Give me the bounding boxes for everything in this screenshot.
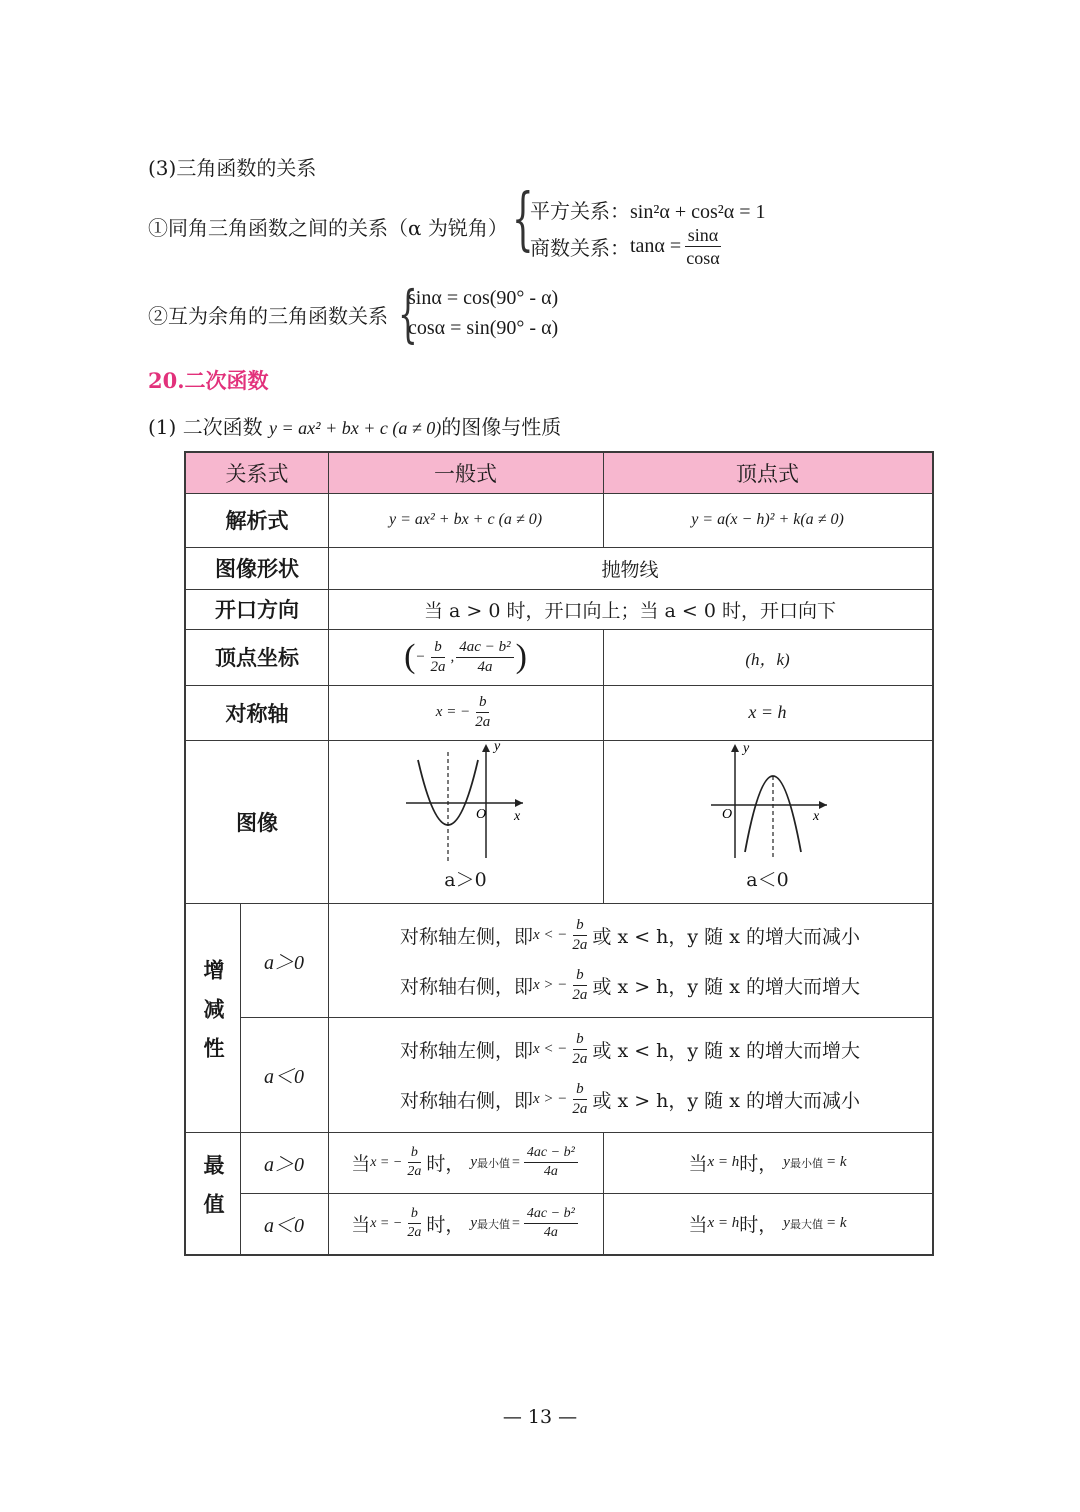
ext-pos-vertex-sub: 最小值	[789, 1156, 823, 1170]
ext-neg-general-num: b	[408, 1207, 421, 1224]
ext-neg-general	[328, 1193, 603, 1254]
row-extreme-label-text: 最值	[201, 1154, 226, 1232]
ext-pos-vertex-mid: 时，	[739, 1153, 778, 1175]
x-label: x	[514, 809, 521, 824]
ext-pos-general-sub: 最小值	[477, 1156, 511, 1170]
row-axis-label	[186, 685, 328, 740]
ext-neg-vertex	[603, 1193, 932, 1254]
caption-up: a＞0	[444, 869, 487, 891]
grid-h	[186, 685, 932, 686]
mono-neg-cond	[240, 1017, 328, 1132]
y-arrow-2	[731, 744, 739, 752]
vertex-frac-y-num: 4ac − b²	[456, 640, 513, 658]
comma: ,	[450, 648, 455, 665]
mono-pos-line-2-pre: 对称轴右侧，即	[400, 975, 534, 998]
mono-pos-cond	[240, 903, 328, 1017]
vertex-vertex	[603, 629, 932, 685]
mono-neg-line-1	[400, 1025, 860, 1075]
quotient-fraction	[683, 226, 722, 267]
row-shape-label	[186, 547, 328, 589]
analytic-general-text: y = ax² + bx + c (a ≠ 0)	[388, 511, 543, 528]
mono-neg-line-2-pre: 对称轴右侧，即	[400, 1090, 534, 1112]
ext-pos-general-vnum: 4ac − b²	[524, 1146, 578, 1163]
mono-pos-line-1-frac	[569, 918, 590, 953]
square-relation	[530, 195, 766, 224]
mono-pos-line-1-pre: 对称轴左侧，即	[400, 925, 534, 948]
cofunction-line-2: cosα = sin(90° - α)	[408, 317, 559, 339]
ext-neg-vertex-val: = k	[825, 1215, 847, 1231]
row-analytic-label-text: 解析式	[225, 508, 289, 533]
grid-h	[186, 493, 932, 494]
grid-h	[186, 589, 932, 590]
brace-left-2: {	[398, 277, 418, 350]
axis-vertex-text: x = h	[748, 702, 787, 722]
ext-neg-cond-text: a＜0	[264, 1215, 304, 1237]
frac-num: b	[573, 918, 587, 936]
ext-pos-general-vfrac	[524, 1146, 578, 1179]
grid-v	[603, 629, 604, 903]
analytic-general	[328, 493, 603, 547]
quotient-denominator: cosα	[686, 248, 720, 268]
mono-pos-line-1	[400, 910, 860, 960]
ext-neg-vertex-mid: 时，	[739, 1214, 778, 1236]
mono-neg-line-1-pre: 对称轴左侧，即	[400, 1040, 534, 1062]
header-general	[328, 453, 603, 493]
ext-neg-general-cmp: x = −	[370, 1215, 403, 1231]
grid-h	[186, 740, 932, 741]
axis-general-den: 2a	[475, 714, 491, 730]
grid-h	[186, 629, 932, 630]
ext-neg-cond	[240, 1193, 328, 1254]
x-label-2: x	[813, 809, 820, 824]
subtitle-post: 的图像与性质	[441, 415, 562, 439]
shape-value-text: 抛物线	[601, 558, 659, 581]
section-subtitle	[148, 411, 561, 440]
vertex-frac-x-num: b	[431, 640, 445, 658]
vertex-frac-y	[456, 640, 513, 675]
axis-general-pre: x = −	[435, 704, 471, 720]
row-opening-label	[186, 589, 328, 629]
ext-neg-general-frac	[404, 1207, 424, 1240]
vertex-frac-y-den: 4a	[477, 658, 493, 675]
vertex-vertex-text: (h，k)	[745, 649, 790, 669]
same-angle-label: ①同角三角函数之间的关系（α 为锐角）	[148, 216, 508, 240]
quotient-relation	[530, 226, 725, 267]
y-label-2: y	[743, 741, 750, 756]
shape-value	[328, 547, 932, 589]
analytic-vertex-text: y = a(x − h)² + k(a ≠ 0)	[691, 511, 844, 528]
y-arrow	[482, 744, 490, 752]
ext-pos-vertex	[603, 1132, 932, 1193]
ext-pos-general-frac	[404, 1146, 424, 1179]
row-extreme-label	[186, 1132, 240, 1254]
cofunction-line-1: sinα = cos(90° - α)	[408, 287, 559, 309]
grid-v	[603, 1132, 604, 1254]
axis-general	[328, 685, 603, 740]
ext-pos-general-eq: =	[512, 1154, 520, 1170]
caption-down: a＜0	[746, 869, 789, 891]
vertex-frac-x	[428, 640, 449, 675]
quotient-lhs: tanα =	[630, 235, 682, 257]
frac-den: 2a	[572, 986, 588, 1003]
ext-neg-vertex-cmp: x = h	[707, 1215, 740, 1231]
quotient-label: 商数关系：	[530, 236, 630, 260]
grid-v	[328, 453, 329, 1254]
grid-v	[603, 453, 604, 547]
ext-neg-general-eq: =	[512, 1215, 520, 1231]
section-title: 20.二次函数	[148, 368, 269, 393]
frac-den: 2a	[572, 1051, 588, 1067]
graph-down-cell	[603, 740, 932, 903]
graph-up	[328, 740, 603, 870]
header-relation-text: 关系式	[225, 462, 289, 486]
graph-up-cell	[328, 740, 603, 903]
square-label: 平方关系：	[530, 199, 630, 223]
vertex-frac-x-den: 2a	[430, 658, 446, 675]
cofunction-label: ②互为余角的三角函数关系	[148, 304, 388, 328]
frac-den: 2a	[572, 936, 588, 953]
ext-pos-vertex-pre: 当	[688, 1153, 708, 1175]
ext-neg-vertex-pre: 当	[688, 1214, 708, 1236]
subtitle-pre: (1) 二次函数	[148, 415, 263, 439]
ext-pos-vertex-cmp: x = h	[707, 1154, 740, 1170]
opening-value	[328, 589, 932, 629]
mono-neg-line-2-frac	[569, 1082, 590, 1117]
grid-h	[186, 547, 932, 548]
minus-sign: −	[415, 648, 426, 665]
ext-neg-general-mid: 时，	[426, 1214, 465, 1236]
x-arrow-2	[819, 801, 827, 809]
mono-neg-line-2	[400, 1075, 860, 1125]
ext-pos-general-mid: 时，	[426, 1153, 465, 1175]
mono-neg-cond-text: a＜0	[264, 1066, 304, 1088]
paren-close: )	[515, 638, 527, 675]
mono-neg-line-1-post: 或 x < h，y 随 x 的增大而增大	[592, 1040, 860, 1062]
ext-pos-general-den: 2a	[407, 1164, 422, 1179]
vertex-general	[328, 629, 603, 685]
ext-neg-general-sub: 最大值	[477, 1217, 511, 1231]
opening-value-text: 当 a > 0 时，开口向上；当 a < 0 时，开口向下	[424, 599, 836, 622]
frac-num: b	[573, 1082, 587, 1100]
ext-pos-general-y: y	[470, 1154, 478, 1170]
frac-num: b	[573, 968, 587, 986]
quadratic-table	[184, 451, 934, 1256]
mono-pos-cond-text: a＞0	[264, 951, 304, 974]
grid-h	[240, 1193, 932, 1194]
axis-general-frac	[472, 695, 493, 730]
paren-open: (	[404, 638, 416, 675]
y-label: y	[494, 740, 501, 754]
subtitle-formula: y = ax² + bx + c (a ≠ 0)	[269, 418, 442, 438]
mono-pos-line-2-cmp: x > −	[533, 976, 568, 993]
row-axis-label-text: 对称轴	[225, 700, 289, 726]
grid-h	[240, 1017, 932, 1018]
header-general-text: 一般式	[434, 462, 497, 486]
mono-pos-text	[328, 903, 932, 1017]
grid-v	[240, 903, 241, 1254]
row-vertex-label	[186, 629, 328, 685]
analytic-vertex	[603, 493, 932, 547]
ext-neg-vertex-sub: 最大值	[789, 1217, 823, 1231]
row-graph-label	[186, 740, 328, 903]
ext-pos-general-pre: 当	[351, 1153, 371, 1175]
ext-neg-general-den: 2a	[407, 1225, 422, 1240]
quotient-numerator: sinα	[685, 226, 721, 247]
grid-h	[186, 903, 932, 904]
axis-general-num: b	[476, 695, 490, 713]
ext-neg-vertex-y: y	[783, 1215, 790, 1231]
axis-vertex	[603, 685, 932, 740]
brace-left: {	[512, 180, 534, 259]
mono-pos-line-1-cmp: x < −	[533, 926, 568, 943]
grid-h	[186, 1132, 932, 1133]
origin-label: O	[476, 807, 487, 822]
ext-pos-cond-text: a＞0	[264, 1154, 304, 1176]
mono-pos-line-2-post: 或 x > h，y 随 x 的增大而增大	[592, 975, 860, 998]
ext-neg-general-y: y	[470, 1215, 478, 1231]
mono-neg-text	[328, 1017, 932, 1132]
row-opening-label-text: 开口方向	[215, 597, 299, 622]
mono-neg-line-1-cmp: x < −	[533, 1041, 568, 1057]
origin-label-2: O	[722, 807, 733, 822]
graph-down	[603, 740, 932, 870]
ext-pos-general-vden: 4a	[543, 1164, 558, 1179]
ext-pos-general-cmp: x = −	[370, 1154, 403, 1170]
trig-heading: (3)三角函数的关系	[148, 156, 317, 180]
row-shape-label-text: 图像形状	[215, 556, 299, 581]
mono-neg-line-2-cmp: x > −	[533, 1091, 568, 1107]
row-vertex-label-text: 顶点坐标	[215, 645, 299, 670]
header-vertex	[603, 453, 932, 493]
mono-pos-line-1-post: 或 x < h，y 随 x 的增大而减小	[592, 925, 860, 948]
frac-num: b	[573, 1032, 587, 1050]
ext-neg-general-vfrac	[524, 1207, 578, 1240]
ext-pos-general	[328, 1132, 603, 1193]
header-relation	[186, 453, 328, 493]
mono-pos-line-2	[400, 960, 860, 1010]
ext-neg-general-vden: 4a	[543, 1225, 558, 1240]
row-monotonic-label-text: 增减性	[201, 959, 226, 1076]
ext-neg-general-pre: 当	[351, 1214, 371, 1236]
row-graph-label-text: 图像	[236, 809, 278, 835]
square-formula: sin²α + cos²α = 1	[630, 201, 766, 223]
mono-pos-line-2-frac	[569, 968, 590, 1003]
header-vertex-text: 顶点式	[736, 462, 799, 486]
frac-den: 2a	[572, 1101, 588, 1117]
row-monotonic-label	[186, 903, 240, 1132]
ext-pos-general-num: b	[408, 1146, 421, 1163]
row-analytic-label	[186, 493, 328, 547]
mono-neg-line-2-post: 或 x > h，y 随 x 的增大而减小	[592, 1090, 860, 1112]
ext-pos-vertex-y: y	[783, 1154, 790, 1170]
ext-pos-vertex-val: = k	[825, 1154, 847, 1170]
x-arrow	[515, 799, 523, 807]
mono-neg-line-1-frac	[569, 1032, 590, 1067]
ext-neg-general-vnum: 4ac − b²	[524, 1207, 578, 1224]
ext-pos-cond	[240, 1132, 328, 1193]
page-number: — 13 —	[502, 1406, 578, 1428]
